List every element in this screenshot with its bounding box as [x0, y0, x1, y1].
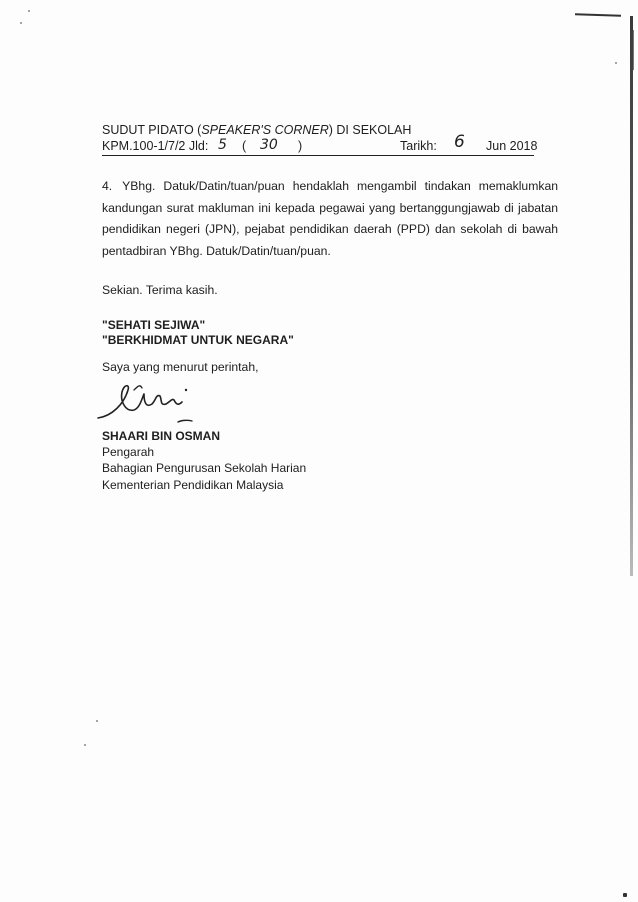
scan-speck	[20, 22, 22, 24]
signatory-name: SHAARI BIN OSMAN	[102, 429, 221, 443]
signatory-title: Pengarah	[102, 445, 155, 460]
date-label: Tarikh:	[400, 139, 437, 153]
scan-speck	[28, 10, 30, 12]
reference-line	[102, 132, 538, 156]
subject-italic: SPEAKER'S CORNER	[201, 123, 329, 137]
subject-prefix: SUDUT PIDATO (	[102, 123, 202, 137]
scan-artifact-top	[575, 13, 621, 17]
reference-open-paren: (	[242, 139, 247, 153]
reference-close-paren: )	[298, 139, 303, 153]
subject-line	[102, 122, 534, 138]
scan-speck	[615, 62, 617, 64]
paragraph-text: YBhg. Datuk/Datin/tuan/puan hendaklah mengambil tindakan memaklumkan kandungan surat makluman ini kepada pegawai yang bertanggungjawab di jabatan pendidikan negeri (JPN), pejabat pendidikan daerah (PPD) dan sekolah di bawah pentadbiran YBhg. Datuk/Datin/tuan/puan.	[102, 179, 558, 258]
closing-text: Sekian. Terima kasih.	[102, 283, 218, 297]
scan-artifact-edge	[630, 16, 633, 576]
signatory-block	[102, 428, 306, 493]
scan-speck	[623, 893, 627, 897]
reference-volume-handwritten: 5	[218, 137, 227, 153]
subject-suffix: ) DI SEKOLAH	[328, 123, 412, 137]
document-header	[102, 122, 538, 156]
date-month-year: Jun 2018	[486, 139, 538, 153]
date-day-handwritten: 6	[454, 132, 465, 152]
body-paragraph	[102, 176, 558, 262]
signatory-ministry: Kementerian Pendidikan Malaysia	[102, 477, 284, 492]
paragraph-number: 4.	[102, 179, 113, 193]
salutation-text: Saya yang menurut perintah,	[102, 360, 259, 374]
reference-number-handwritten: 30	[260, 137, 278, 153]
scan-speck	[96, 720, 98, 722]
handwritten-signature	[94, 380, 204, 426]
reference-code: KPM.100-1/7/2 Jld:	[102, 139, 209, 153]
scan-speck	[84, 744, 86, 746]
signatory-division: Bahagian Pengurusan Sekolah Harian	[102, 461, 307, 476]
motto-line-2: "BERKHIDMAT UNTUK NEGARA"	[102, 333, 294, 347]
motto-line-1: "SEHATI SEJIWA"	[102, 318, 206, 332]
scan-artifact-edge-thin	[633, 30, 634, 70]
motto-block	[102, 318, 294, 348]
